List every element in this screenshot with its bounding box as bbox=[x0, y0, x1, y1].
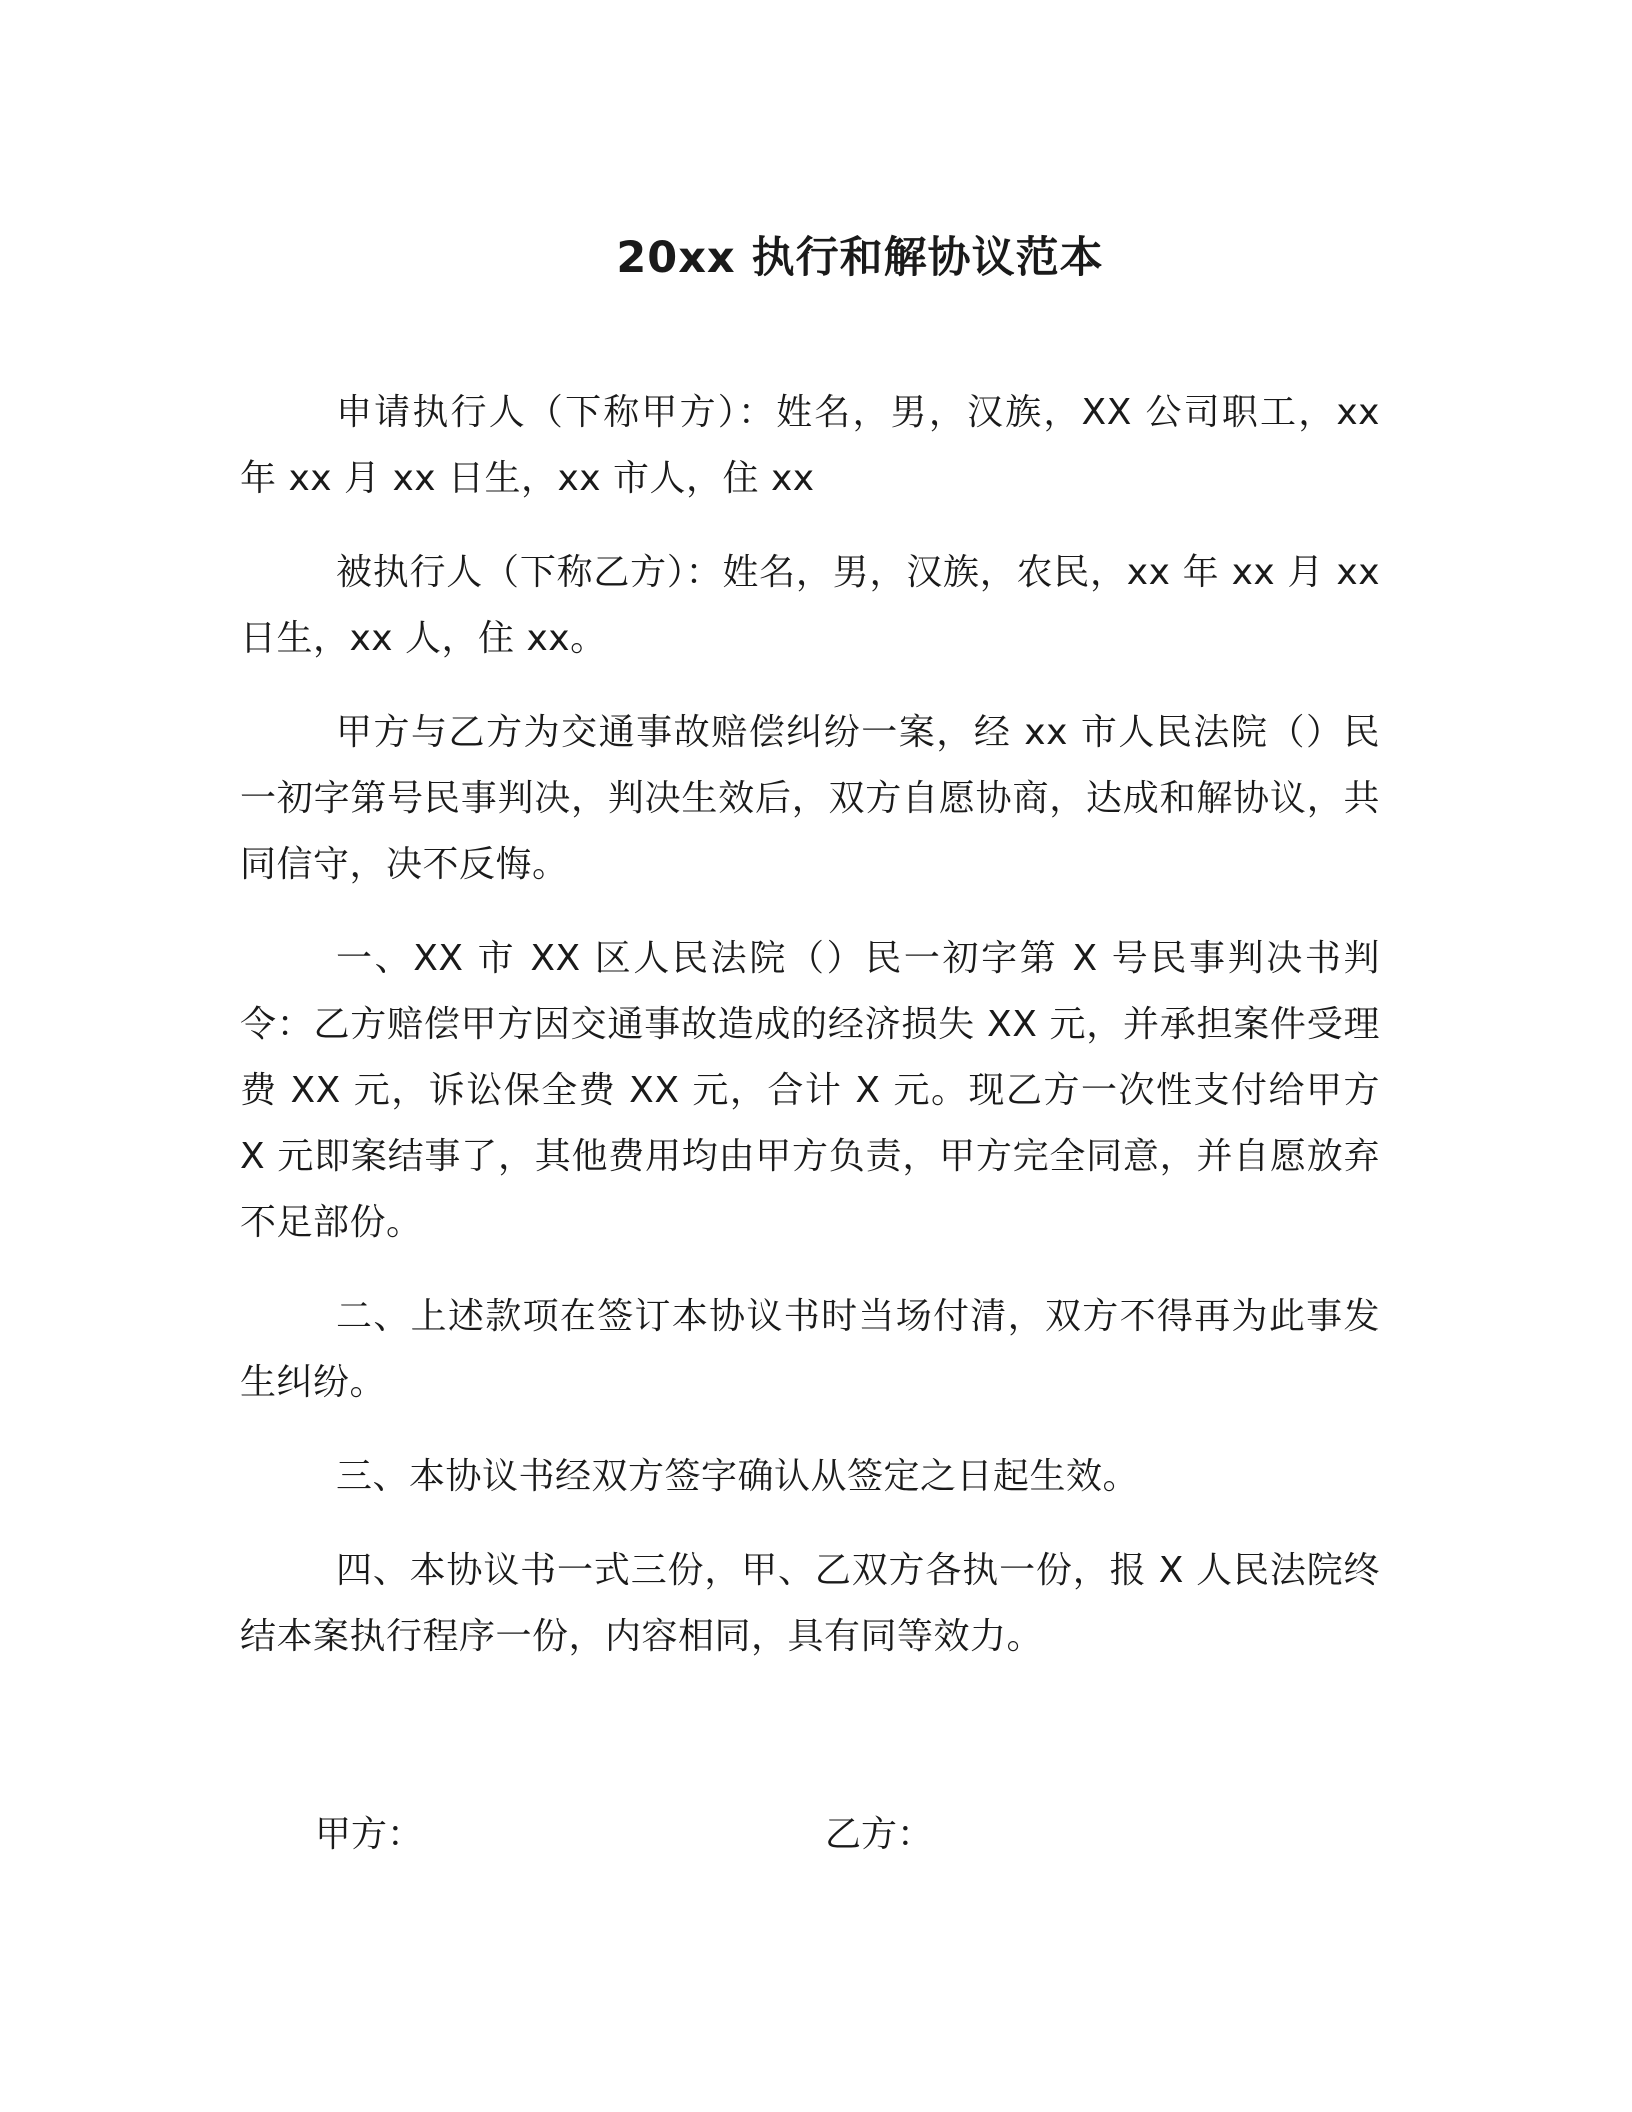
signature-party-a: 甲方： bbox=[315, 1814, 424, 1855]
clause-four: 四、本协议书一式三份，甲、乙双方各执一份，报 X 人民法院终结本案执行程序一份，内容相同，具有同等效力。 bbox=[240, 1550, 1380, 1657]
signature-block bbox=[0, 1800, 1632, 1870]
clause-three: 三、本协议书经双方签字确认从签定之日起生效。 bbox=[336, 1456, 1140, 1497]
signature-party-b: 乙方： bbox=[825, 1814, 934, 1855]
clause-one: 一、XX 市 XX 区人民法院（）民一初字第 X 号民事判决书判令：乙方赔偿甲方因交通事故造成的经济损失 XX 元，并承担案件受理费 XX 元，诉讼保全费 XX 元，合计 X 元。现乙方一次性支付给甲方 X 元即案结事了，其他费用均由甲方负责，甲方完全同意，并自愿放弃不足部份。 bbox=[240, 938, 1380, 1243]
clause-two: 二、上述款项在签订本协议书时当场付清，双方不得再为此事发生纠纷。 bbox=[240, 1296, 1380, 1403]
document-body bbox=[240, 380, 1380, 1698]
paragraph-respondent: 被执行人（下称乙方）：姓名，男，汉族，农民，xx 年 xx 月 xx 日生，xx 人，住 xx。 bbox=[240, 552, 1380, 659]
paragraph-applicant: 申请执行人（下称甲方）：姓名，男，汉族，XX 公司职工，xx 年 xx 月 xx 日生，xx 市人，住 xx bbox=[240, 392, 1380, 499]
document-title: 20xx 执行和解协议范本 bbox=[616, 233, 1104, 283]
paragraph-background: 甲方与乙方为交通事故赔偿纠纷一案，经 xx 市人民法院（）民一初字第号民事判决，判决生效后，双方自愿协商，达成和解协议，共同信守，决不反悔。 bbox=[240, 712, 1380, 885]
